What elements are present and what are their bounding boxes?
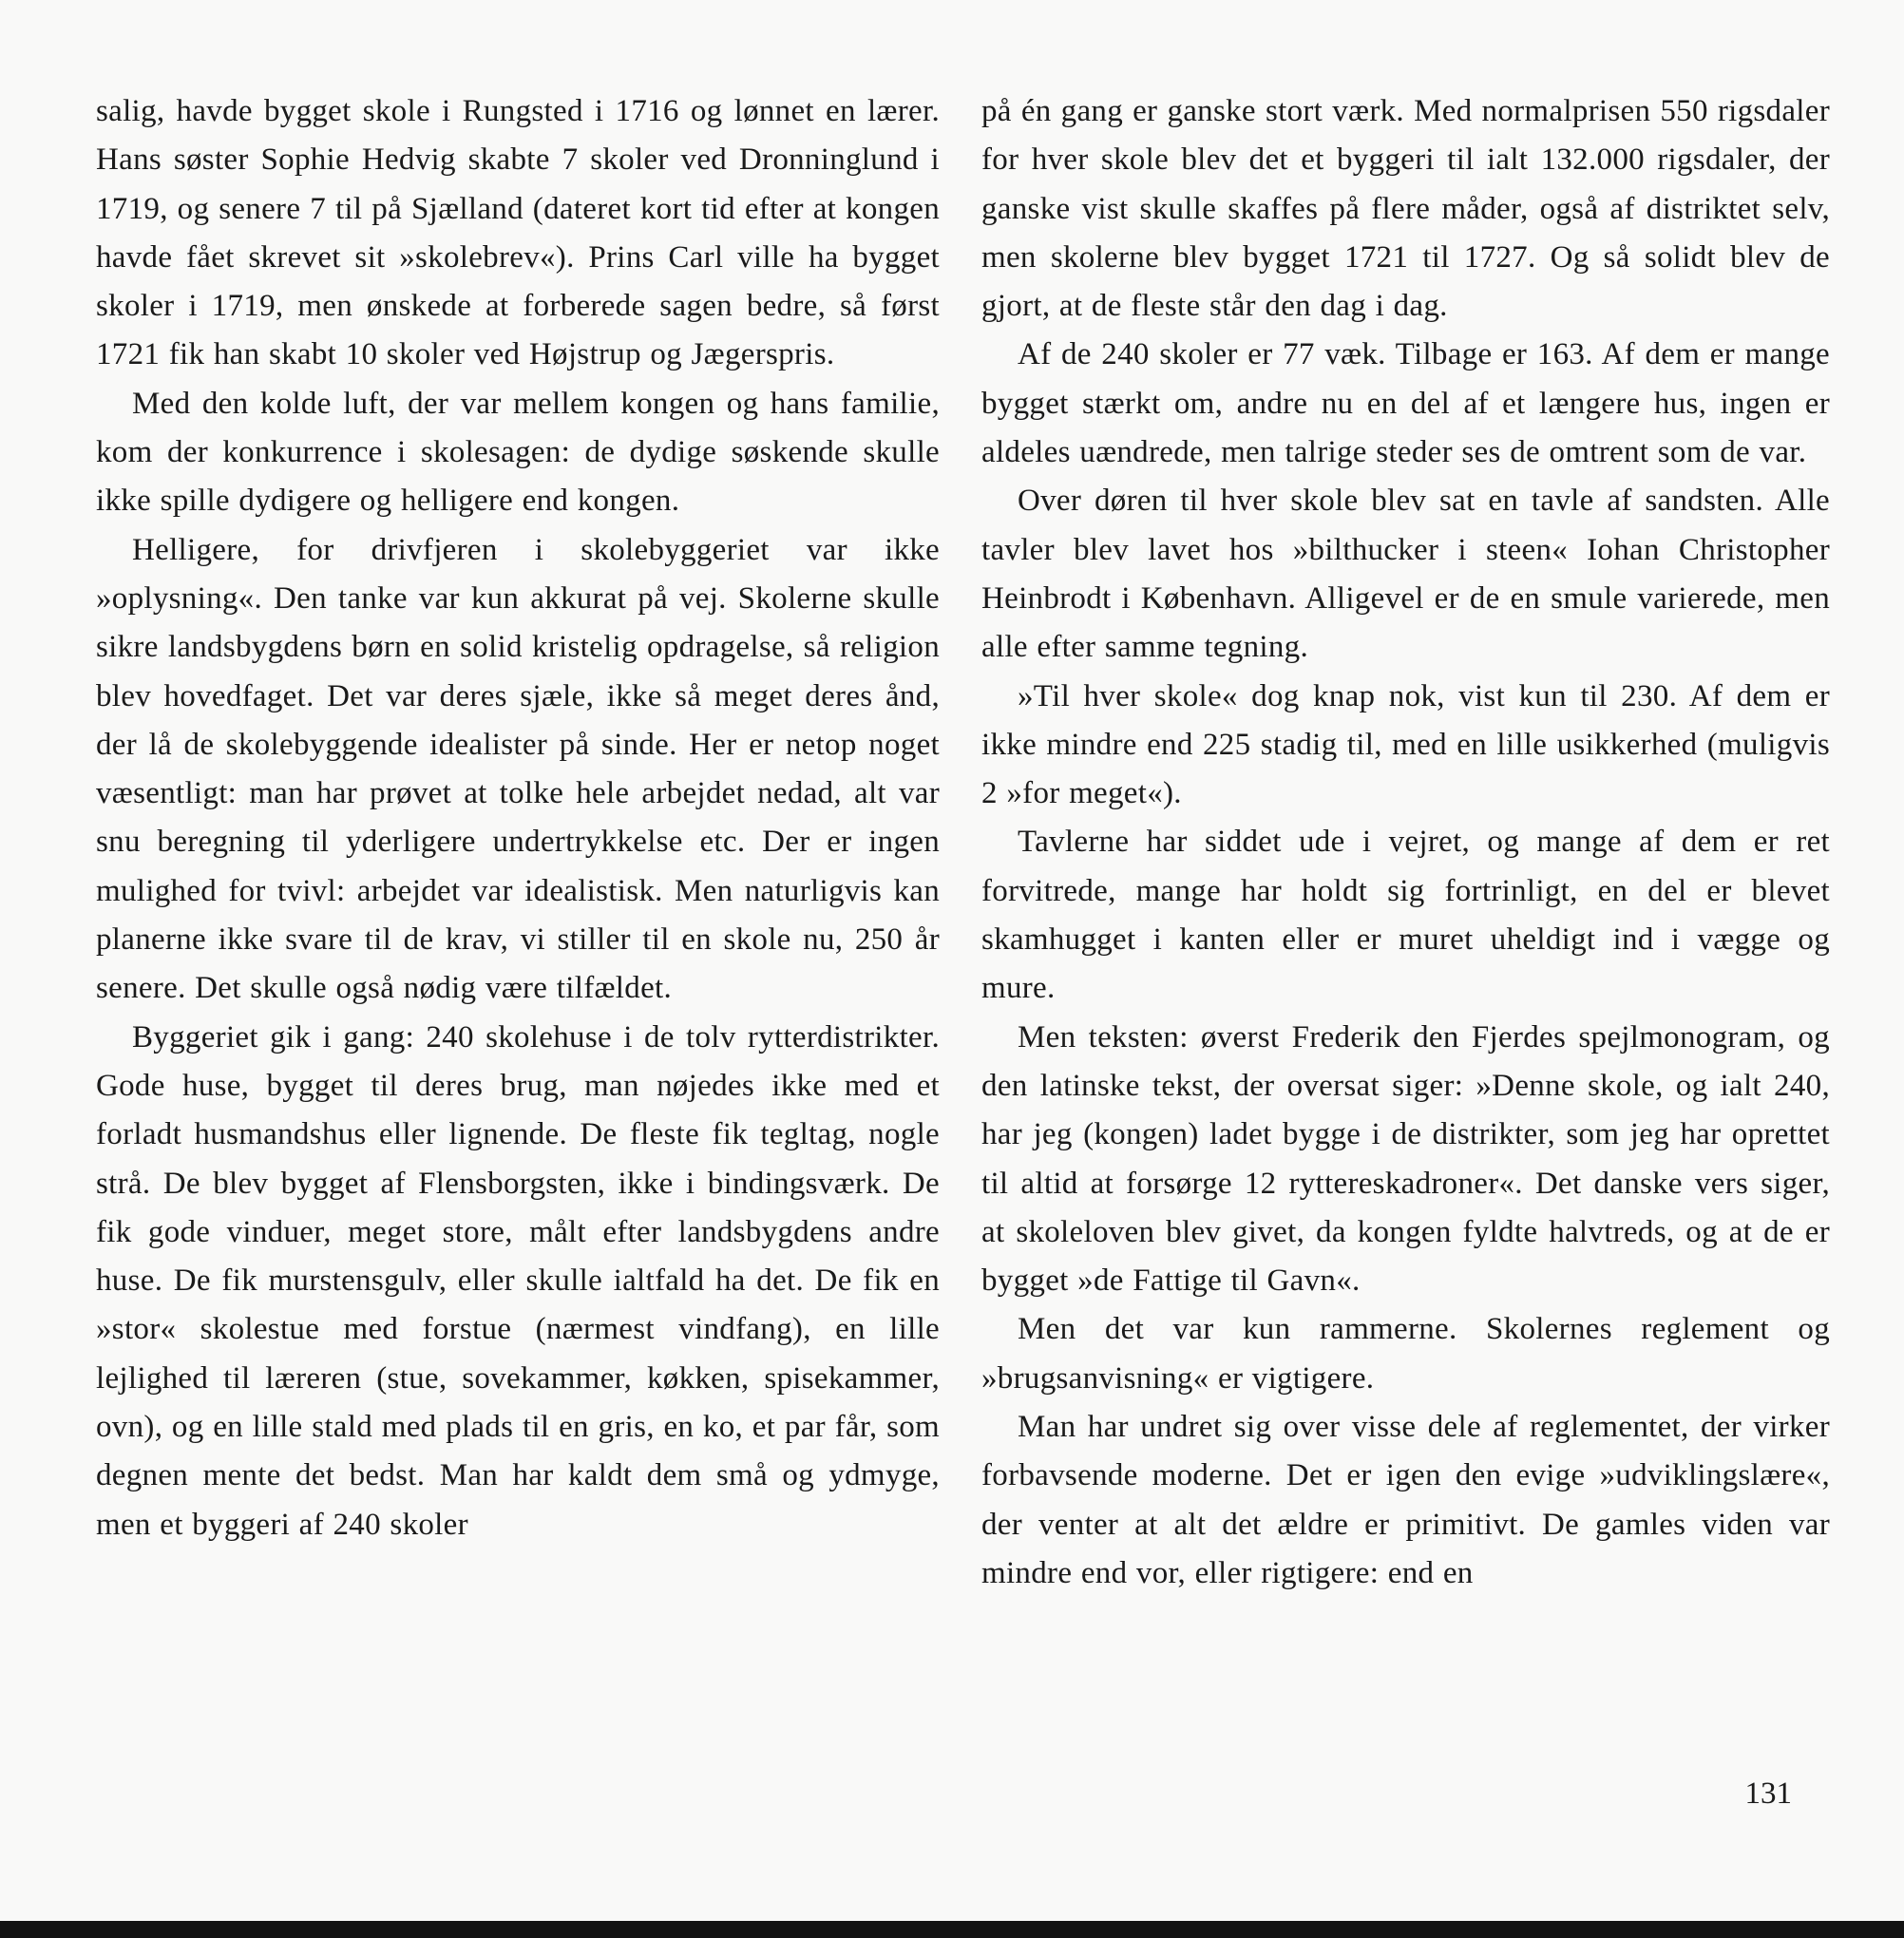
- paragraph: »Til hver skole« dog knap nok, vist kun til 230. Af dem er ikke mindre end 225 stadig til, med en lille usikkerhed (muligvis 2 »for meget«).: [981, 678, 1830, 811]
- paragraph: Men det var kun rammerne. Skolernes reglement og »brugsanvisning« er vigtigere.: [981, 1312, 1830, 1396]
- paragraph: Tavlerne har siddet ude i vejret, og mange af dem er ret forvitrede, mange har holdt sig fortrinligt, en del er blevet skamhugget i kanten eller er muret uheldigt ind i vægge og mure.: [981, 825, 1830, 1006]
- paragraph: Med den kolde luft, der var mellem kongen og hans familie, kom der konkurrence i skolesagen: de dydige søskende skulle ikke spille dydigere og helligere end kongen.: [96, 386, 940, 519]
- left-text-column: [96, 87, 940, 1549]
- paragraph: salig, havde bygget skole i Rungsted i 1716 og lønnet en lærer. Hans søster Sophie Hedvig skabte 7 skoler ved Dronninglund i 1719, og senere 7 til på Sjælland (dateret kort tid efter at kongen havde fået skrevet sit »skolebrev«). Prins Carl ville ha bygget skoler i 1719, men ønskede at forberede sagen bedre, så først 1721 fik han skabt 10 skoler ved Højstrup og Jægerspris.: [96, 94, 940, 372]
- paragraph: Over døren til hver skole blev sat en tavle af sandsten. Alle tavler blev lavet hos »bilthucker i steen« Iohan Christopher Heinbrodt i København. Alligevel er de en smule varierede, men alle efter samme tegning.: [981, 484, 1830, 665]
- paragraph: Men teksten: øverst Frederik den Fjerdes spejlmonogram, og den latinske tekst, der oversat siger: »Denne skole, og ialt 240, har jeg (kongen) ladet bygge i de distrikter, som jeg har oprettet til altid at forsørge 12 ryttereskadroner«. Det danske vers siger, at skoleloven blev givet, da kongen fyldte halvtreds, og at de er bygget »de Fattige til Gavn«.: [981, 1019, 1830, 1299]
- page-number: 131: [1744, 1776, 1792, 1811]
- right-text-column: [981, 87, 1830, 1598]
- paragraph: Man har undret sig over visse dele af reglementet, der virker forbavsende moderne. Det er igen den evige »udviklingslære«, der venter at alt det ældre er primitivt. De gamles viden var mindre end vor, eller rigtigere: end en: [981, 1410, 1830, 1590]
- scan-border: [0, 1921, 1904, 1938]
- paragraph: Helligere, for drivfjeren i skolebyggeriet var ikke »oplysning«. Den tanke var kun akkurat på vej. Skolerne skulle sikre landsbygdens børn en solid kristelig opdragelse, så religion blev hovedfaget. Det var deres sjæle, ikke så meget deres ånd, der lå de skolebyggende idealister på sinde. Her er netop noget væsentligt: man har prøvet at tolke hele arbejdet nedad, alt var snu beregning til yderligere undertrykkelse etc. Der er ingen mulighed for tvivl: arbejdet var idealistisk. Men naturligvis kan planerne ikke svare til de krav, vi stiller til en skole nu, 250 år senere. Det skulle også nødig være tilfældet.: [96, 532, 940, 1006]
- paragraph: på én gang er ganske stort værk. Med normalprisen 550 rigsdaler for hver skole blev det et byggeri til ialt 132.000 rigsdaler, der ganske vist skulle skaffes på flere måder, også af distriktet selv, men skolerne blev bygget 1721 til 1727. Og så solidt blev de gjort, at de fleste står den dag i dag.: [981, 94, 1830, 324]
- paragraph: Af de 240 skoler er 77 væk. Tilbage er 163. Af dem er mange bygget stærkt om, andre nu en del af et længere hus, ingen er aldeles uændrede, men talrige steder ses de omtrent som de var.: [981, 337, 1830, 470]
- paragraph: Byggeriet gik i gang: 240 skolehuse i de tolv rytterdistrikter. Gode huse, bygget til deres brug, man nøjedes ikke med et forladt husmandshus eller lignende. De fleste fik tegltag, nogle strå. De blev bygget af Flensborgsten, ikke i bindingsværk. De fik gode vinduer, meget store, målt efter landsbygdens andre huse. De fik murstensgulv, eller skulle ialtfald ha det. De fik en »stor« skolestue med forstue (nærmest vindfang), en lille lejlighed til læreren (stue, sovekammer, køkken, spisekammer, ovn), og en lille stald med plads til en gris, en ko, et par får, som degnen mente det bedst. Man har kaldt dem små og ydmyge, men et byggeri af 240 skoler: [96, 1019, 940, 1542]
